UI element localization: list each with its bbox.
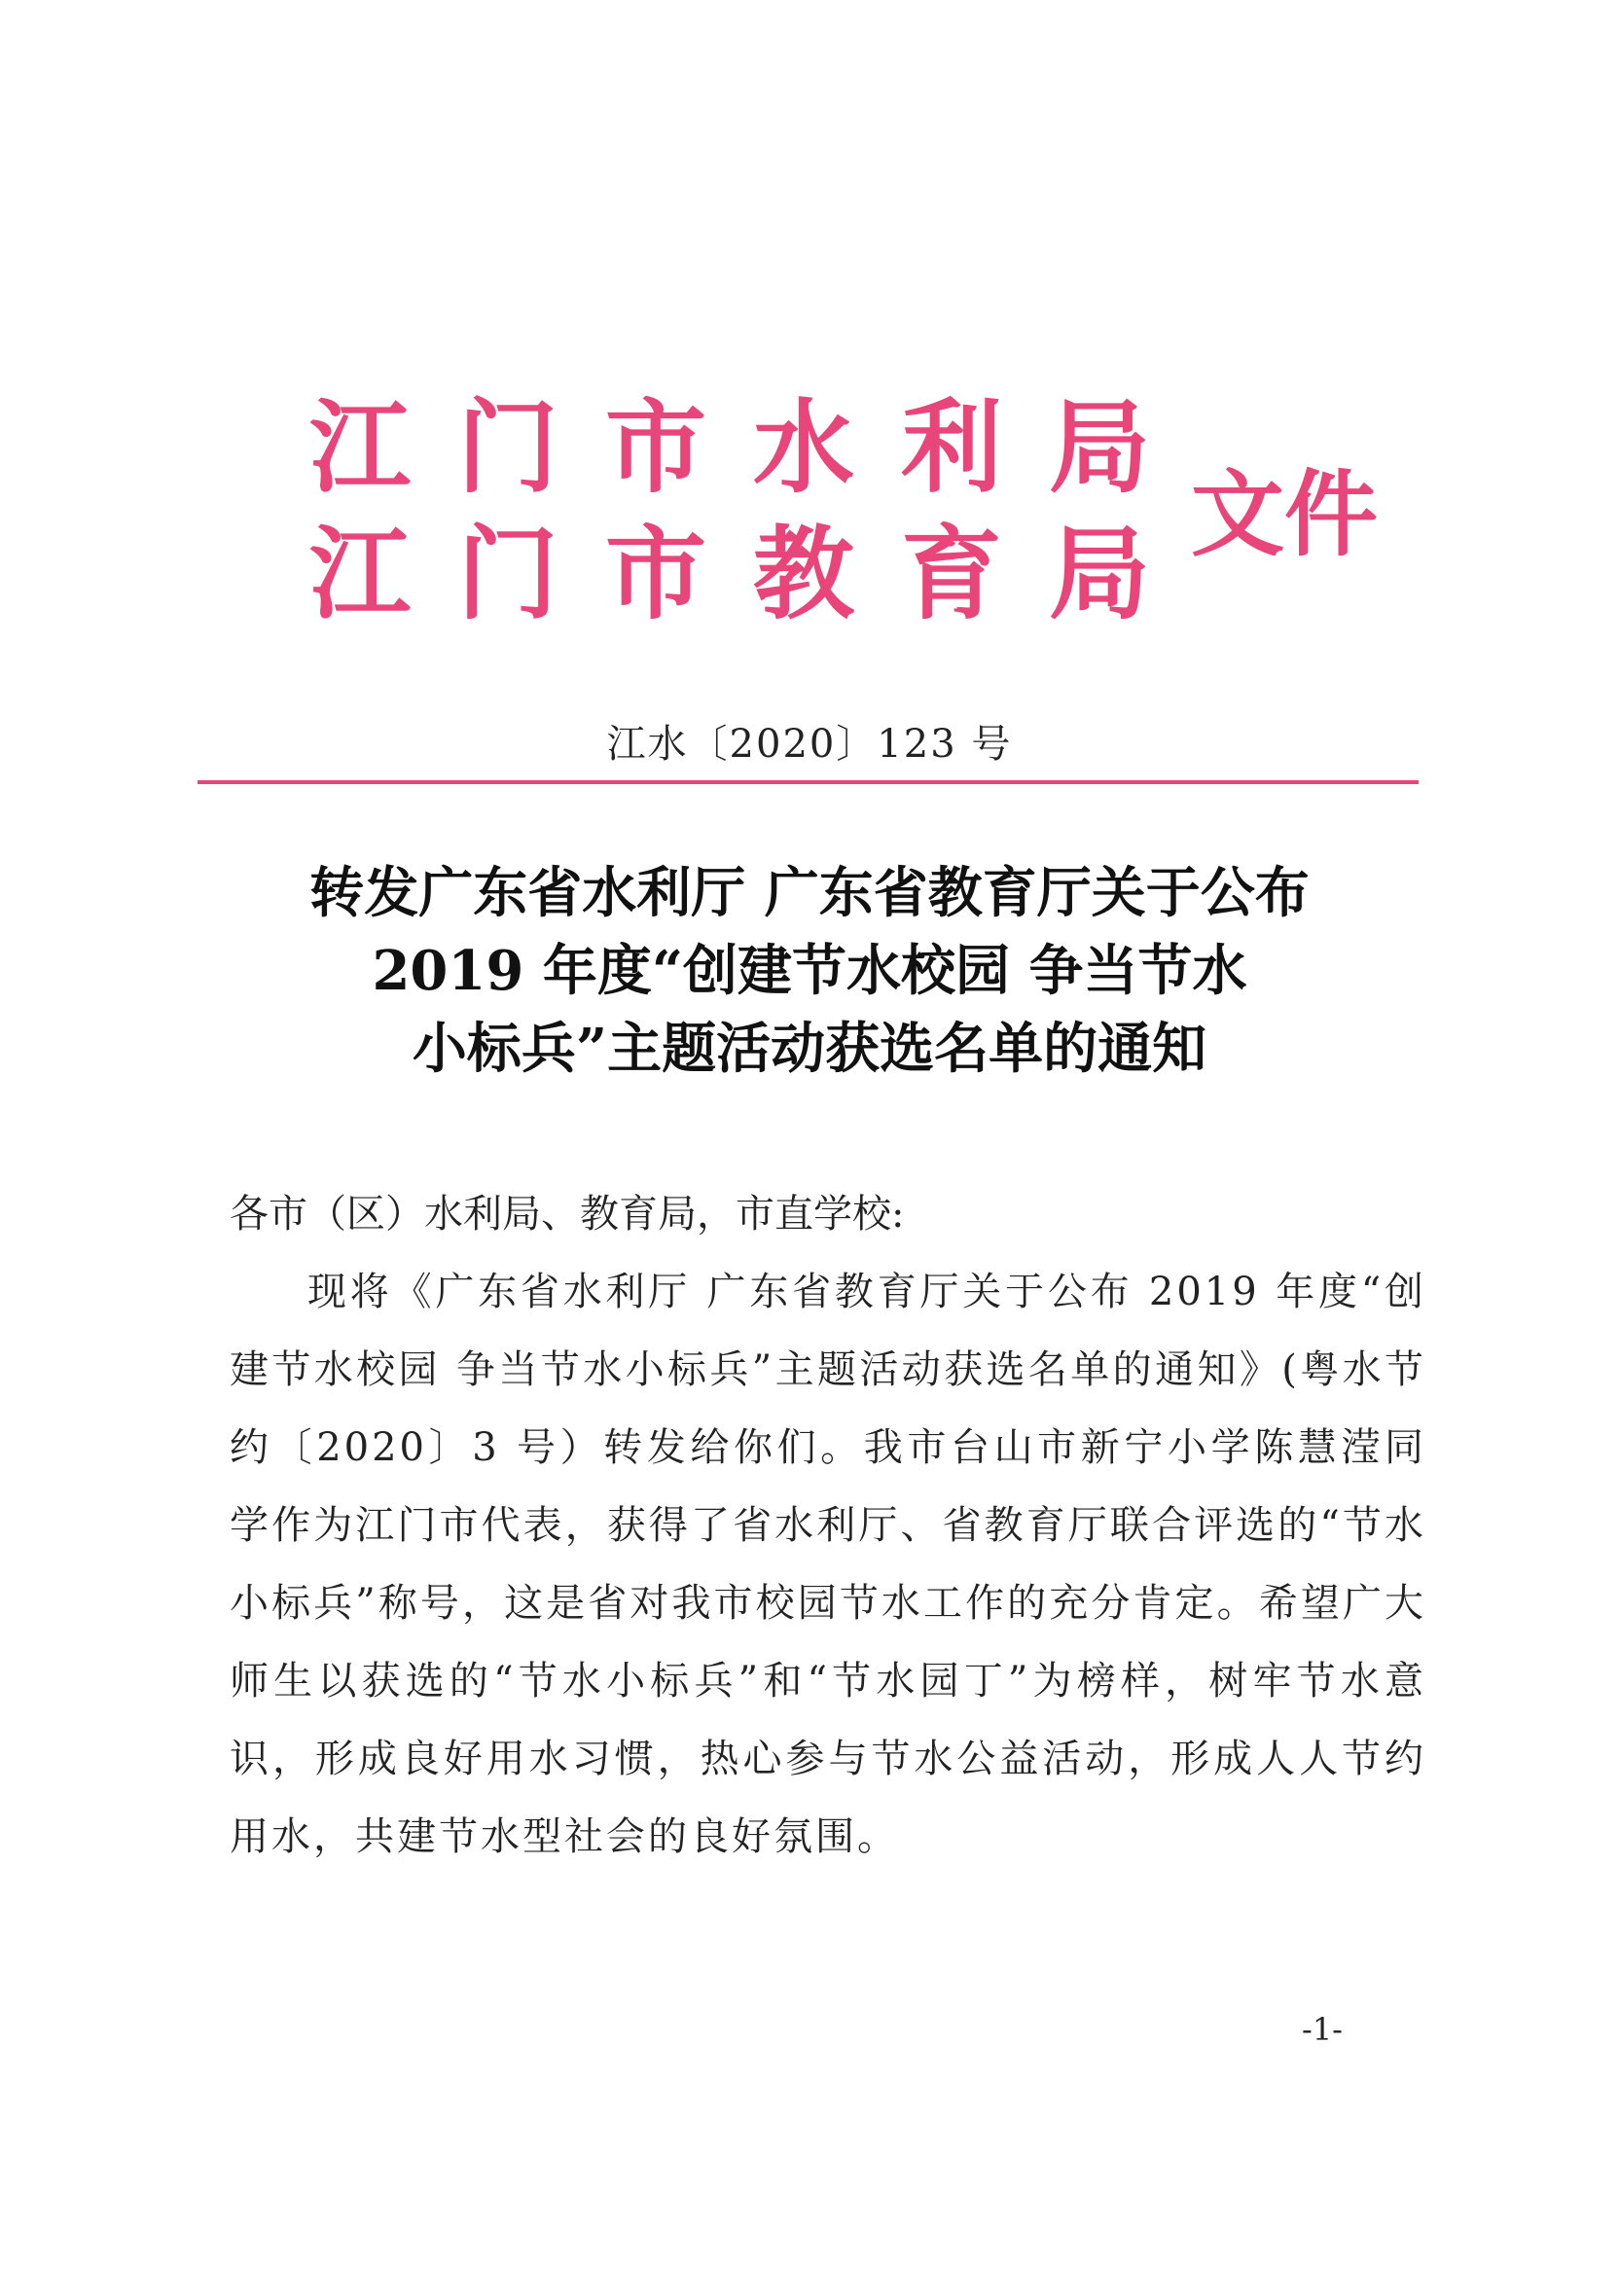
body-paragraph: 现将《广东省水利厅 广东省教育厅关于公布 2019 年度“创建节水校园 争当节水小标兵”主题活动获选名单的通知》(粤水节约〔2020〕3 号）转发给你们。我市台山市新宁小学陈慧滢同学作为江门市代表，获得了省水利厅、省教育厅联合评选的“节水小标兵”称号，这是省对我市校园节水工作的充分肯定。希望广大师生以获选的“节水小标兵”和“节水园丁”为榜样，树牢节水意识，形成良好用水习惯，热心参与节水公益活动，形成人人节约用水，共建节水型社会的良好氛围。	[230, 1270, 1426, 1859]
salutation: 各市（区）水利局、教育局，市直学校:	[230, 1192, 905, 1237]
issuer-water-bureau: 江门市水利局	[309, 388, 1198, 507]
title-line-1: 转发广东省水利厅 广东省教育厅关于公布	[309, 861, 1310, 925]
document-body	[230, 1175, 1426, 1876]
document-number: 江水〔2020〕123 号	[606, 722, 1013, 767]
red-header	[309, 389, 1389, 642]
document-title	[195, 854, 1424, 1088]
title-line-3: 小标兵”主题活动获选名单的通知	[412, 1017, 1207, 1081]
page-number: -1-	[1302, 2011, 1343, 2048]
document-label: 文件	[1191, 460, 1378, 569]
title-line-2: 2019 年度“创建节水校园 争当节水	[372, 939, 1247, 1003]
red-divider	[198, 780, 1419, 784]
issuer-education-bureau: 江门市教育局	[309, 515, 1198, 633]
